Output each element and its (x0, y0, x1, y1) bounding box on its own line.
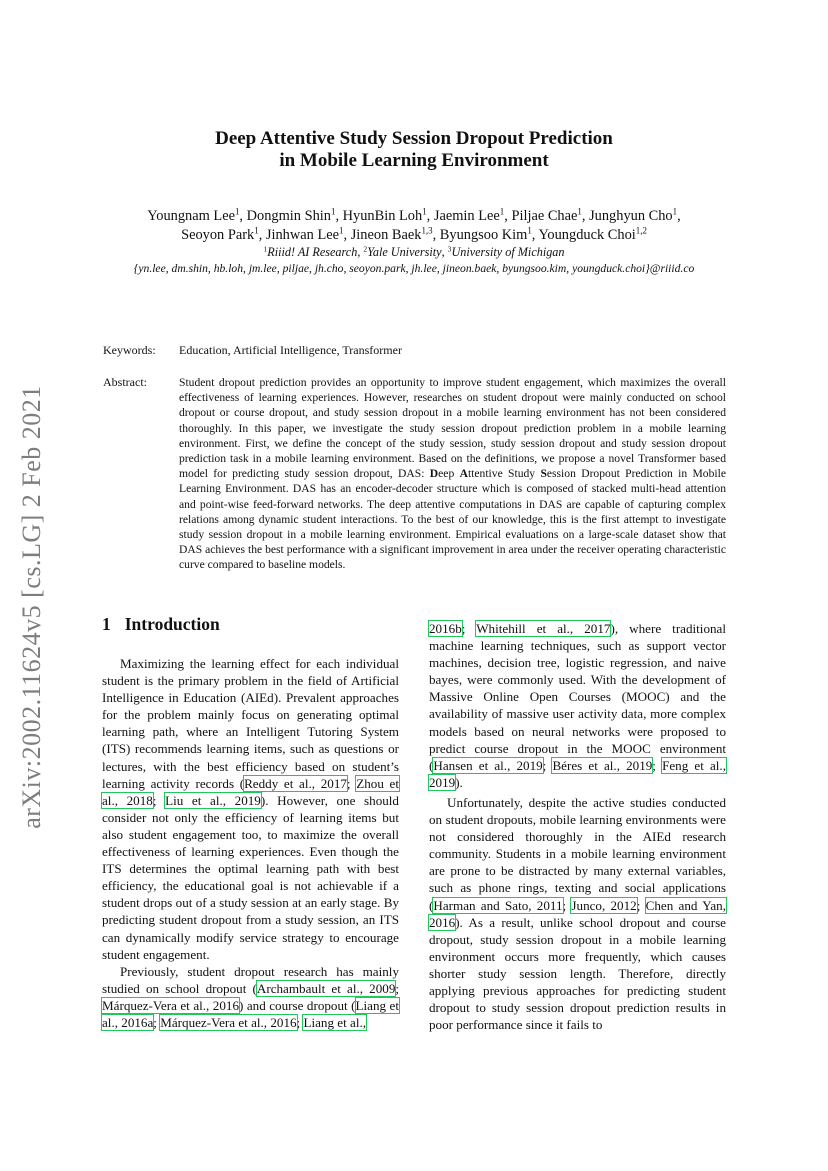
citation-separator: ; (152, 792, 166, 808)
arxiv-side-identifier (2, 372, 62, 842)
citation-separator: ; (461, 621, 477, 636)
acronym-letter: S (540, 467, 547, 481)
paragraph-text: Maximizing the learning effect for each individual student is the primary problem in the field of Artificial Intelligence in Education (AIEd). Prevalent approaches for the problem mainly focus on generating optimal learning path, where an Intelligent Tutoring System (ITS) recommends learning items, such as questions or lectures, with the best efficiency based on student’s learning activity records ( (102, 656, 399, 791)
citation-link[interactable]: Béres et al., 2019 (552, 757, 653, 773)
author-affiliation-mark: 1 (672, 206, 678, 217)
citation-link[interactable]: Márquez-Vera et al., 2016 (160, 1014, 297, 1030)
author-name: Junghyun Cho (589, 208, 673, 224)
citation-link[interactable]: 2016b (429, 621, 462, 636)
author-emails: {yn.lee, dm.shin, hb.loh, jm.lee, piljae, jh.cho, seoyon.park, jh.lee, jineon.baek, byungsoo.kim, youngduck.choi}@riiid.co (133, 262, 695, 275)
section-title: Introduction (124, 614, 220, 634)
paragraph-text: Unfortunately, despite the active studies conducted on student dropouts, mobile learning environments were not considered thoroughly in the AIEd research community. Students in a mobile learning environment are prone to be distracted by many external variables, such as phone rings, texting and social applications ( (429, 794, 726, 913)
right-column (429, 620, 726, 1033)
paragraph-text: ), where traditional machine learning techniques, such as support vector machines, decision tree, logistic regression, and naive bayes, were commonly used. With the development of Massive Online Open Courses (MOOC) and the availability of massive user activity data, more complex models based on neural networks were proposed to predict course dropout in the MOOC environment ( (429, 621, 726, 773)
citation-link[interactable]: Márquez-Vera et al., 2016 (102, 997, 239, 1013)
author-list (0, 207, 828, 245)
paragraph-text: ). (455, 774, 463, 790)
citation-separator: ; (153, 1014, 161, 1030)
author-affiliation-mark: 1 (527, 225, 532, 236)
abstract-body-start: Student dropout prediction provides an opportunity to improve student engagement, which maximizes the overall effectiveness of learning experiences. However, researches on student dropout were mainly conducted on school dropout or course dropout, and study session dropout in a mobile learning environment has not been considered thoroughly. In this paper, we investigate the study session dropout prediction problem in a mobile learning environment. First, we define the concept of the study session, study session dropout and study session dropout prediction task in a mobile learning environment. Based on the definitions, we propose a novel Transformer based model for predicting study session dropout, DAS: (179, 376, 726, 481)
author-affiliation-mark: 1 (330, 206, 336, 217)
abstract-text (179, 375, 726, 573)
author-affiliation-mark: 1 (499, 206, 505, 217)
intro-paragraph-2 (102, 963, 399, 1031)
section-heading (102, 614, 220, 634)
citation-link[interactable]: Liang et al., (303, 1014, 367, 1030)
paragraph-text: ). However, one should consider not only the efficiency of learning items but also student engagement too, to maximize the overall effectiveness of learning experiences. Even though the ITS determines the optimal learning path with best efficiency, the educational goal is not achievable if a student drops out of a study session at an early stage. By predicting student dropout from a study session, an ITS can dynamically modify service strategy to encourage student engagement. (102, 792, 399, 962)
author-affiliation-mark: 1,3 (421, 225, 433, 236)
intro-paragraph-1 (102, 655, 399, 963)
keywords-label: Keywords: (103, 343, 156, 357)
citation-link[interactable]: Liu et al., 2019 (165, 792, 261, 808)
author-name: Piljae Chae (511, 208, 578, 224)
author-affiliation-mark: 1 (339, 225, 344, 236)
author-affiliation-mark: 1 (422, 206, 427, 217)
paragraph-text: ). As a result, unlike school dropout and course dropout, study session dropout in a mobile learning environment occurs more frequently, which causes shorter study session length. Therefore, directly applying previous approaches for predicting student dropout to study session dropout prediction results in poor performance since it fails to (429, 914, 726, 1033)
author-line-1: Youngnam Lee$^1$, Dongmin Shin$^1$, HyunBin Loh$^1$, Jaemin Lee$^1$, Piljae Chae$^1$, Junghyun Cho$^1$, (147, 206, 681, 224)
author-name: Youngnam Lee (147, 208, 235, 224)
citation-separator: ; (296, 1014, 304, 1030)
affiliation-mark: 3 (447, 244, 452, 254)
citation-link[interactable]: Feng et al., 2019 (429, 757, 726, 790)
title-line-1: Deep Attentive Study Session Dropout Prediction (215, 128, 613, 149)
affiliation-mark: 1 (263, 244, 268, 254)
abstract-label: Abstract: (103, 375, 147, 389)
author-affiliation-mark: 1 (234, 206, 240, 217)
citation-separator: ; (395, 980, 400, 996)
citation-separator: ; (636, 897, 646, 913)
abstract-body-end: Prediction in Mobile Learning Environment. DAS has an encoder-decoder structure which is composed of stacked multi-head attention and point-wise feed-forward networks. The deep attentive computations in DAS are capable of capturing complex relations among dynamic student interactions. To the best of our knowledge, this is the first attempt to investigate study session dropout in a mobile learning environment. Empirical evaluations on a large-scale dataset show that DAS achieves the best performance with a significant improvement in area under the receiver operating characteristic curve compared to baseline models. (179, 467, 726, 572)
author-name: Seoyon Park (181, 227, 255, 243)
acronym-letter: D (429, 467, 439, 481)
citation-link[interactable]: Zhou et al., 2018 (102, 775, 399, 808)
citation-link[interactable]: Liang et al., 2016a (102, 997, 399, 1030)
citation-separator: ; (542, 757, 553, 773)
affiliation-name: University of Michigan (451, 245, 565, 259)
citation-link[interactable]: Harman and Sato, 2011 (433, 897, 563, 913)
acronym-rest: ession Dropout (546, 467, 620, 481)
acronym-rest: eep (438, 467, 460, 481)
acronym-rest: ttentive Study (467, 467, 541, 481)
citation-link[interactable]: Reddy et al., 2017 (244, 775, 347, 791)
citation-link[interactable]: Chen and Yan, 2016 (429, 897, 726, 930)
author-affiliation-mark: 1 (254, 225, 259, 236)
author-name: Dongmin Shin (246, 208, 331, 224)
paper-title (0, 128, 828, 172)
affiliation-name: Riiid! AI Research (267, 245, 358, 259)
section-number: 1 (102, 614, 111, 634)
left-column (102, 655, 399, 1031)
author-name: Youngduck Choi (538, 227, 636, 243)
citation-link[interactable]: Whitehill et al., 2017 (476, 621, 611, 636)
citation-link[interactable]: Junco, 2012 (571, 897, 637, 913)
author-name: Jaemin Lee (433, 208, 500, 224)
citation-link[interactable]: Archambault et al., 2009 (256, 980, 396, 996)
keywords-value: Education, Artificial Intelligence, Transformer (179, 343, 402, 357)
intro-paragraph-3 (429, 794, 726, 1033)
paragraph-text: ) and course dropout ( (239, 997, 356, 1013)
author-name: Jinhwan Lee (265, 227, 340, 243)
acronym-letter: A (459, 467, 468, 481)
author-name: HyunBin Loh (342, 208, 423, 224)
author-affiliation-mark: 1,2 (635, 225, 647, 236)
title-line-2: in Mobile Learning Environment (279, 150, 549, 171)
affiliation-mark: 2 (363, 244, 368, 254)
author-name: Jineon Baek (350, 227, 422, 243)
intro-paragraph-2-continued (429, 620, 726, 791)
paragraph-text: Previously, student dropout research has mainly studied on school dropout ( (102, 963, 399, 996)
author-affiliation-mark: 1 (577, 206, 582, 217)
author-name: Byungsoo Kim (439, 227, 528, 243)
citation-separator: ; (652, 757, 663, 773)
citation-separator: ; (562, 897, 572, 913)
citation-link[interactable]: Hansen et al., 2019 (433, 757, 543, 773)
arxiv-identifier-text: arXiv:2002.11624v5 [cs.LG] 2 Feb 2021 (17, 385, 46, 829)
affiliations: $^1$Riiid! AI Research, $^2$Yale University, $^3$University of Michigan (263, 244, 565, 259)
citation-separator: ; (346, 775, 357, 791)
author-line-2: Seoyon Park$^1$, Jinhwan Lee$^1$, Jineon Baek$^{1,3}$, Byungsoo Kim$^1$, Youngduck Choi$^{1,2}$ (181, 225, 647, 243)
affiliation-name: Yale University (367, 245, 442, 259)
